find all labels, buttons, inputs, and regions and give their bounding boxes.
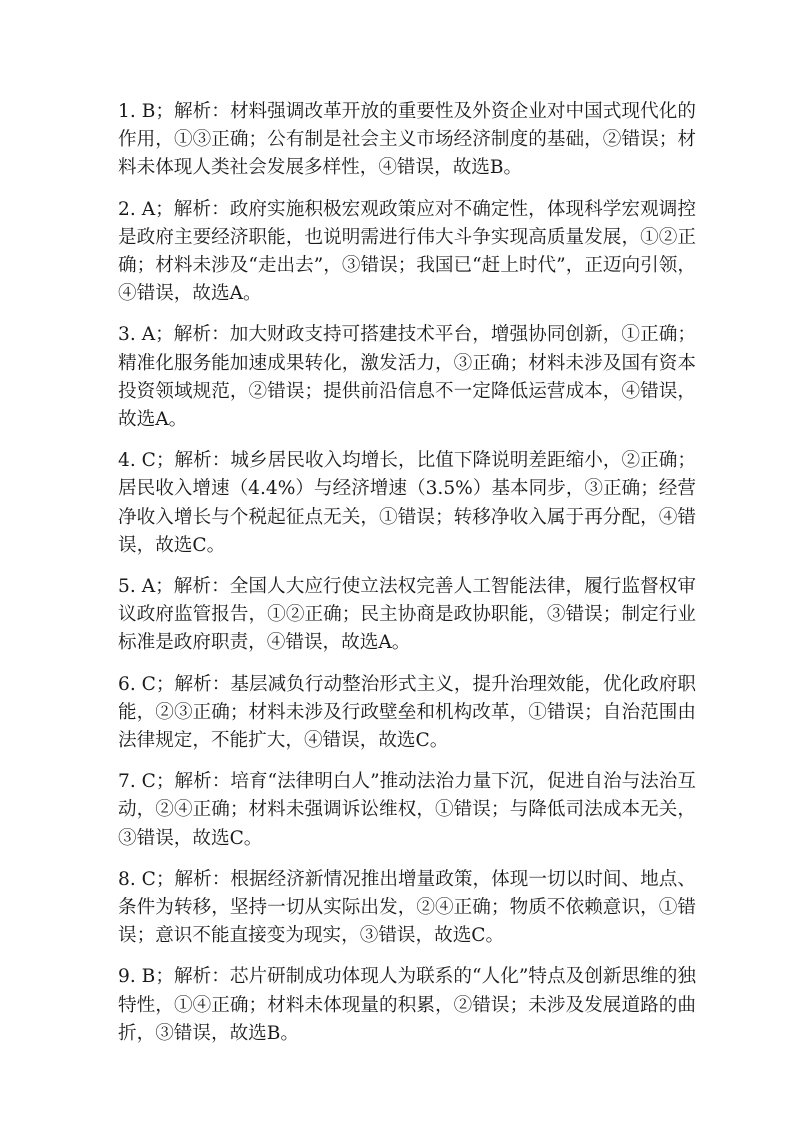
answer-item-7: 7. C；解析：培育“法律明白人”推动法治力量下沉，促进自治与法治互动，②④正确；材料未强调诉讼维权，①错误；与降低司法成本无关，③错误，故选C。 xyxy=(118,771,696,849)
answer-item-8: 8. C；解析：根据经济新情况推出增量政策，体现一切以时间、地点、条件为转移，坚持一切从实际出发，②④正确；物质不依赖意识，①错误；意识不能直接变为现实，③错误，故选C。 xyxy=(118,868,696,947)
answer-item-9: 9. B；解析：芯片研制成功体现人为联系的“人化”特点及创新思维的独特性，①④正确；材料未体现量的积累，②错误；未涉及发展道路的曲折，③错误，故选B。 xyxy=(118,966,696,1044)
answer-item-3: 3. A；解析：加大财政支持可搭建技术平台，增强协同创新，①正确；精准化服务能加速成果转化，激发活力，③正确；材料未涉及国有资本投资领域规范，②错误；提供前沿信息不一定降低运营成本，④错误，故选A。 xyxy=(118,324,696,431)
answer-item-2: 2. A；解析：政府实施积极宏观政策应对不确定性，体现科学宏观调控是政府主要经济职能，也说明需进行伟大斗争实现高质量发展，①②正确；材料未涉及“走出去”，③错误；我国已“赶上时代”，正迈向引领，④错误，故选A。 xyxy=(118,198,696,305)
answer-explanations xyxy=(118,98,696,1061)
answer-item-1: 1. B；解析：材料强调改革开放的重要性及外资企业对中国式现代化的作用，①③正确；公有制是社会主义市场经济制度的基础，②错误；材料未体现人类社会发展多样性，④错误，故选B。 xyxy=(118,101,696,179)
answer-item-5: 5. A；解析：全国人大应行使立法权完善人工智能法律，履行监督权审议政府监管报告，①②正确；民主协商是政协职能，③错误；制定行业标准是政府职责，④错误，故选A。 xyxy=(118,576,696,654)
answer-item-6: 6. C；解析：基层减负行动整治形式主义，提升治理效能，优化政府职能，②③正确；材料未涉及行政壁垒和机构改革，①错误；自治范围由法律规定，不能扩大，④错误，故选C。 xyxy=(118,673,696,752)
answer-item-4: 4. C；解析：城乡居民收入均增长，比值下降说明差距缩小，②正确；居民收入增速（4.4%）与经济增速（3.5%）基本同步，③正确；经营净收入增长与个税起征点无关，①错误；转移净收入属于再分配，④错误，故选C。 xyxy=(118,450,696,556)
